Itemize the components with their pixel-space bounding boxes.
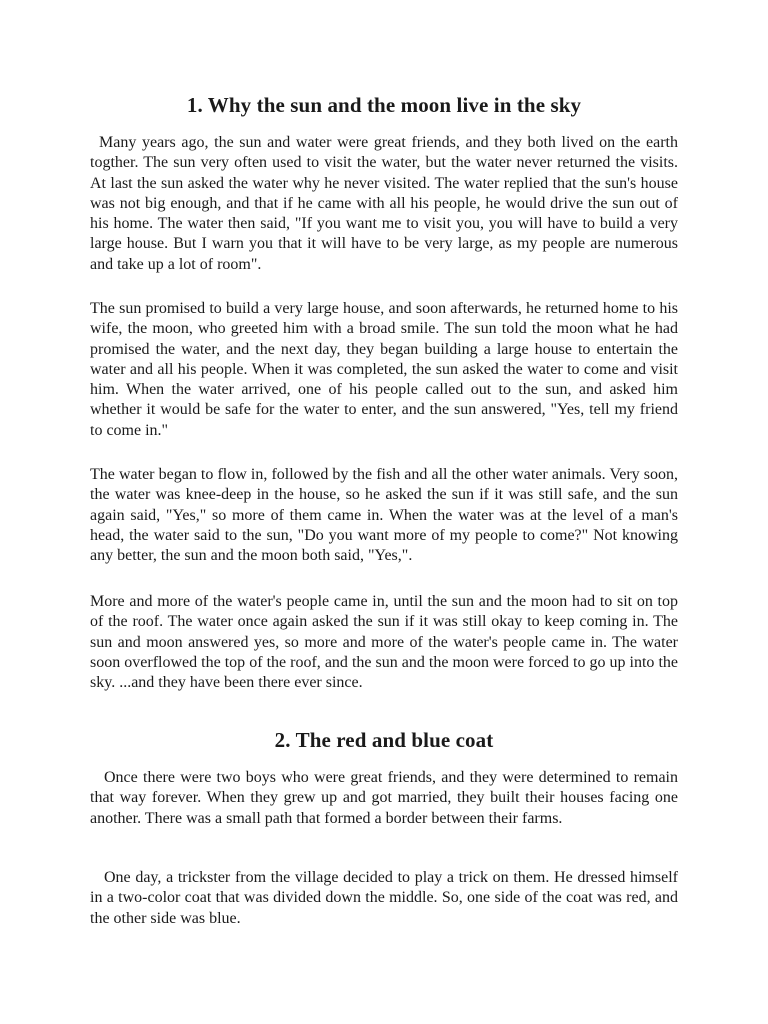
story-1-paragraph-3: The water began to flow in, followed by the fish and all the other water animals. Very soon, the water was knee-deep in the house, so he asked the sun if it was still safe, and the sun again said, "Yes," so more of them came in. When the water was at the level of a man's head, the water said to the sun, "Do you want more of my people to come?" Not knowing any better, the sun and the moon both said, "Yes,". (90, 466, 678, 565)
story-1-title: 1. Why the sun and the moon live in the sky (186, 93, 582, 117)
story-2-paragraph-2: One day, a trickster from the village decided to play a trick on them. He dressed himself in a two-color coat that was divided down the middle. So, one side of the coat was red, and the other side was blue. (90, 869, 678, 927)
story-1-paragraph-2: The sun promised to build a very large house, and soon afterwards, he returned home to his wife, the moon, who greeted him with a broad smile. The sun told the moon what he had promised the water, and the next day, they began building a large house to entertain the water and all his people. When it was completed, the sun asked the water to come and visit him. When the water arrived, one of his people called out to the sun, and asked him whether it would be safe for the water to enter, and the sun answered, "Yes, tell my friend to come in." (90, 300, 678, 439)
story-2-title: 2. The red and blue coat (274, 728, 494, 752)
story-1-paragraph-4: More and more of the water's people came in, until the sun and the moon had to sit on top of the roof. The water once again asked the sun if it was still okay to keep coming in. The sun and moon answered yes, so more and more of the water's people came in. The water soon overflowed the top of the roof, and the sun and the moon were forced to go up into the sky. ...and they have been there ever since. (90, 593, 678, 692)
story-2-paragraph-1: Once there were two boys who were great friends, and they were determined to remain that way forever. When they grew up and got married, they built their houses facing one another. There was a small path that formed a border between their farms. (90, 769, 678, 827)
story-1-paragraph-1: Many years ago, the sun and water were great friends, and they both lived on the earth togther. The sun very often used to visit the water, but the water never returned the visits. At last the sun asked the water why he never visited. The water replied that the sun's house was not big enough, and that if he came with all his people, he would drive the sun out of his home. The water then said, "If you want me to visit you, you will have to build a very large house. But I warn you that it will have to be very large, as my people are numerous and take up a lot of room". (90, 134, 678, 273)
